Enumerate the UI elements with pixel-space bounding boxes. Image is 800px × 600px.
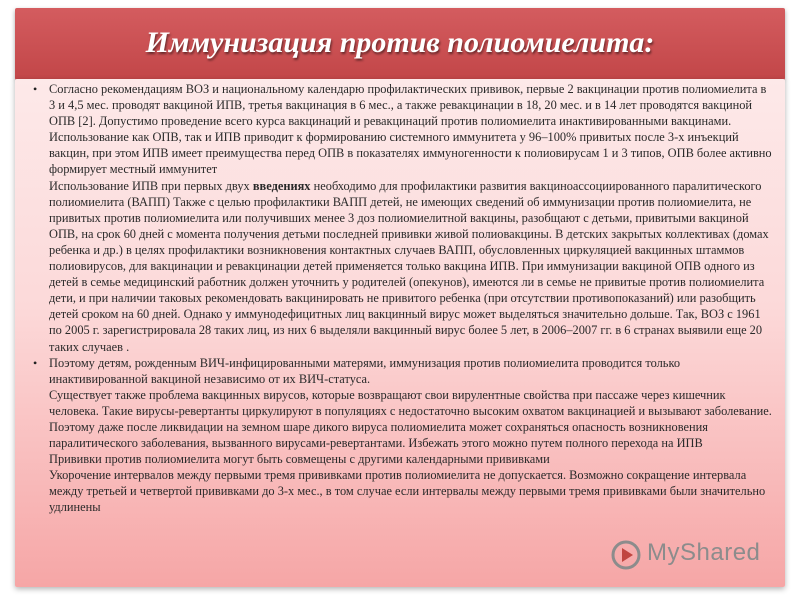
paragraph-text: Использование ИПВ при первых двух [49, 178, 253, 193]
paragraph [49, 178, 775, 355]
paragraph: Укорочение интервалов между первыми тремя прививками против полиомиелита не допускается. Возможно сокращение интервала между третьей и четвертой прививками до 3-х мес., в том случае если интервалы между первыми тремя прививками были значительно удлинены [49, 468, 766, 515]
slide-title-bar [15, 8, 785, 80]
bullet-item-2 [33, 355, 775, 516]
bullet-item-1 [33, 81, 775, 355]
content-panel [15, 79, 785, 587]
paragraph: Согласно рекомендациям ВОЗ и национальному календарю профилактических прививок, первые 2 вакцинации против полиомиелита в 3 и 4,5 мес. проводят вакциной ИПВ, третья вакцинация в 6 мес., а также ревакцинации в 18, 20 мес. и в 14 лет проводятся вакциной ОПВ [2]. Допустимо проведение всего курса вакцинаций и ревакцинаций против полиомиелита инактивированными вакцинами. Использование как ОПВ, так и ИПВ приводит к формированию системного иммунитета у 96–100% привитых после 3-х инъекций вакцин, при этом ИПВ имеет преимущества перед ОПВ в показателях иммуногенности к полиовирусам 1 и 3 типов, ОПВ более активно формирует местный иммунитет [49, 82, 772, 177]
bullet-dot-icon: • [33, 355, 38, 370]
bold-word: введениях [252, 178, 311, 193]
bullet-list [33, 81, 775, 516]
paragraph: Прививки против полиомиелита могут быть совмещены с другими календарными прививками [49, 452, 550, 467]
myshared-watermark [611, 538, 771, 572]
play-triangle-icon [611, 540, 641, 570]
paragraph-text: необходимо для профилактики развития вакциноассоциированного паралитического полиомиелита (ВАПП) Также с целью профилактики ВАПП детей, не имеющих сведений об иммунизации против полиомиелита, не привитых против полиомиелита или получивших менее 3 доз полиомиелитной вакцины, разобщают с детьми, привитыми вакциной ОПВ, на срок 60 дней с момента получения детьми последней прививки живой полиовакцины. В детских закрытых коллективах (домах ребенка и др.) в целях профилактики возникновения контактных случаев ВАПП, обусловленных циркуляцией вакцинных штаммов полиовирусов, для вакцинации и ревакцинации детей применяется только вакцина ИПВ. При иммунизации вакциной ОПВ одного из детей в семье медицинский работник должен уточнить у родителей (опекунов), имеются ли в семье не привитые против полиомиелита дети, и при наличии таковых рекомендовать вакцинировать не привитого ребенка (при отсутствии противопоказаний) или разобщить детей сроком на 60 дней. Однако у иммунодефицитных лиц вакцинный вирус может выделяться значительно дольше. Так, ВОЗ с 1961 по 2005 г. зарегистрировала 28 таких лиц, из них 6 выделяли вакцинный вирус более 5 лет, в 2006–2007 гг. в 6 странах выявили еще 20 таких случаев . [49, 178, 769, 354]
slide-title: Иммунизация против полиомиелита: [145, 26, 655, 59]
paragraph: Существует также проблема вакцинных вирусов, которые возвращают свои вирулентные свойства при пассаже через кишечник человека. Такие вирусы-ревертанты циркулируют в популяциях с недостаточно высоким охватом вакцинацией и вызывают заболевание. Поэтому даже после ликвидации на земном шаре дикого вируса полиомиелита может сохраняться опасность возникновения паралитического заболевания, вызванного вирусами-ревертантами. Избежать этого можно путем полного перехода на ИПВ [49, 387, 772, 451]
watermark-text: MyShared [647, 539, 761, 566]
bullet-dot-icon: • [33, 82, 38, 96]
paragraph: Поэтому детям, рожденным ВИЧ-инфицированными матерями, иммунизация против полиомиелита проводится только инактивированной вакциной независимо от их ВИЧ-статуса. [49, 355, 681, 386]
